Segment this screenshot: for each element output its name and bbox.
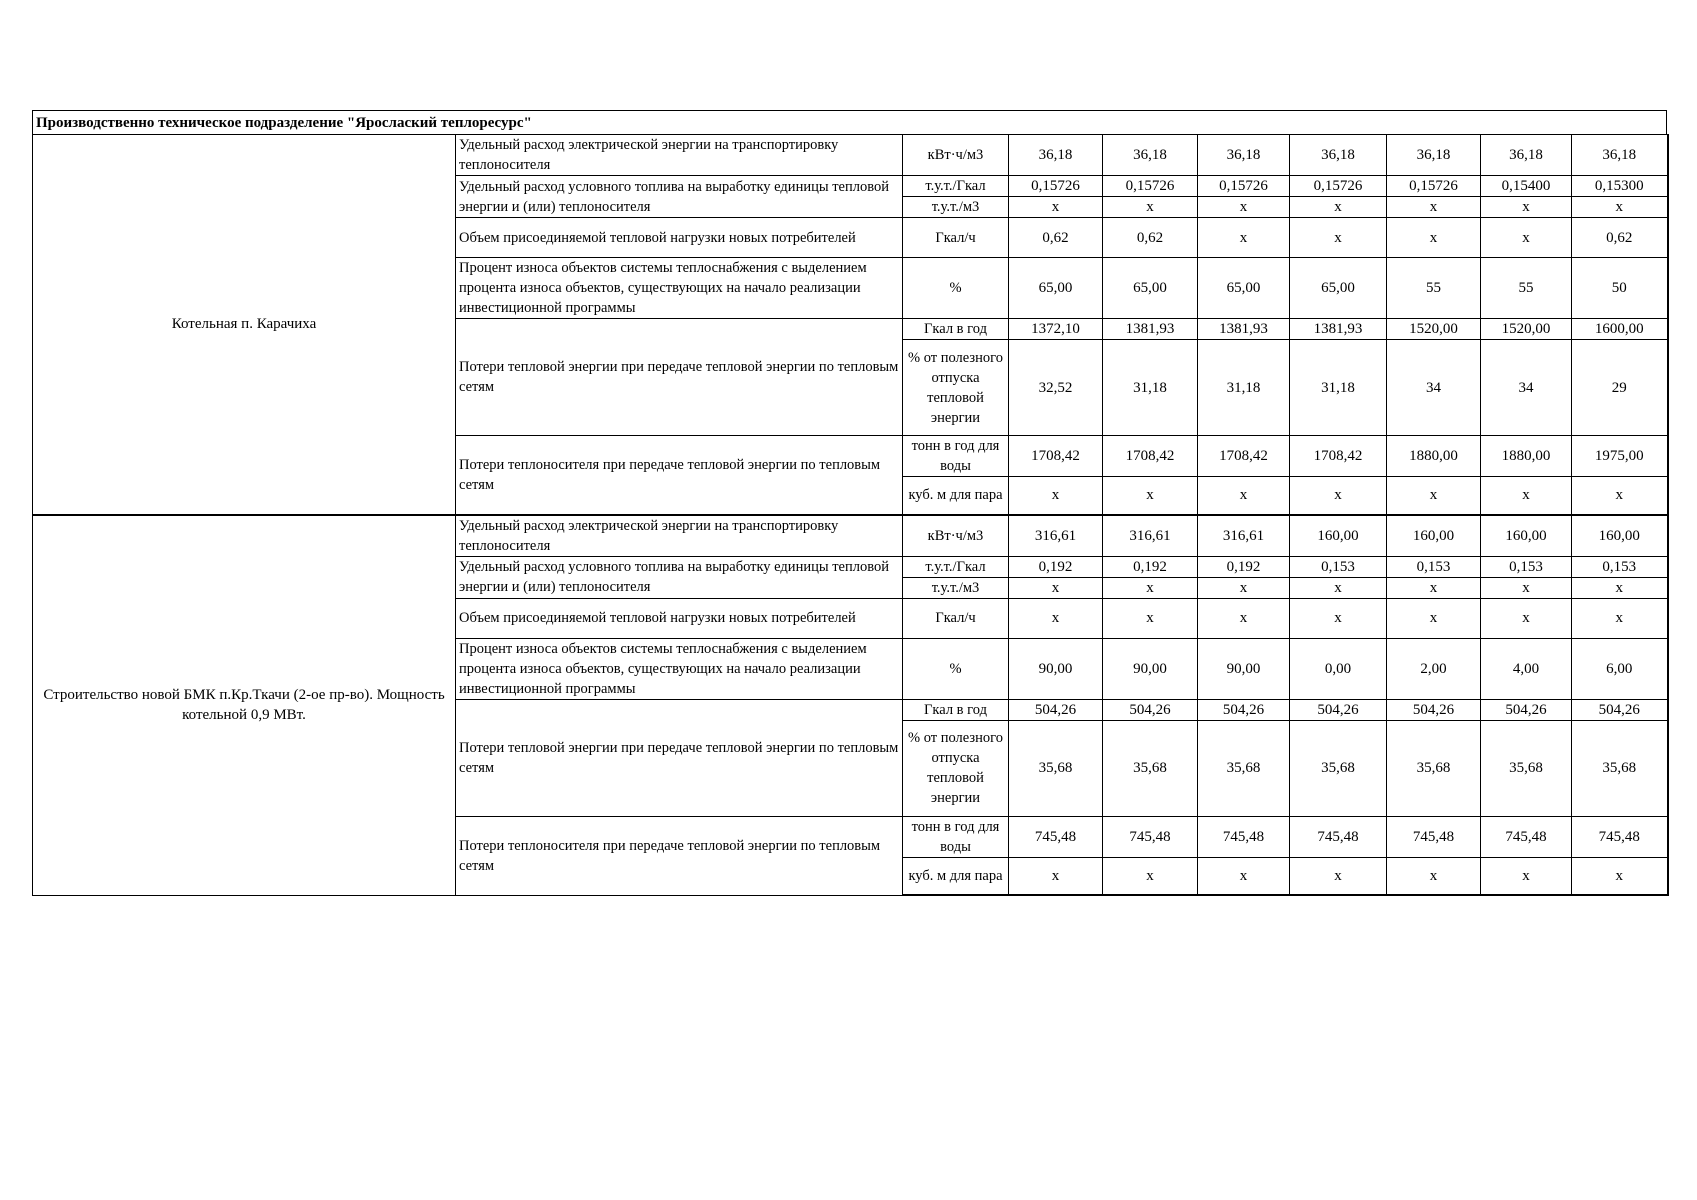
value-cell: x bbox=[1198, 577, 1290, 598]
value-cell: x bbox=[1481, 598, 1572, 638]
value-cell: 745,48 bbox=[1481, 816, 1572, 857]
value-cell: 6,00 bbox=[1572, 638, 1668, 699]
unit-cell: Гкал в год bbox=[903, 699, 1009, 720]
org-title: Производственно техническое подразделение "Ярослаский теплоресурс" bbox=[32, 110, 1667, 134]
object-name-cell: Котельная п. Карачиха bbox=[33, 135, 456, 515]
value-cell: x bbox=[1103, 577, 1198, 598]
value-cell: x bbox=[1572, 598, 1668, 638]
value-cell: 2,00 bbox=[1387, 638, 1481, 699]
value-cell: x bbox=[1290, 598, 1387, 638]
value-cell: 0,192 bbox=[1198, 556, 1290, 577]
value-cell: 160,00 bbox=[1572, 515, 1668, 557]
unit-cell: % bbox=[903, 638, 1009, 699]
value-cell: 316,61 bbox=[1009, 515, 1103, 557]
value-cell: x bbox=[1481, 857, 1572, 895]
value-cell: x bbox=[1387, 577, 1481, 598]
value-cell: 35,68 bbox=[1572, 720, 1668, 816]
value-cell: x bbox=[1481, 577, 1572, 598]
value-cell: x bbox=[1290, 197, 1387, 218]
value-cell: 1381,93 bbox=[1103, 319, 1198, 340]
value-cell: x bbox=[1290, 218, 1387, 258]
value-cell: 1708,42 bbox=[1103, 436, 1198, 477]
value-cell: x bbox=[1198, 477, 1290, 515]
value-cell: 745,48 bbox=[1572, 816, 1668, 857]
value-cell: x bbox=[1103, 598, 1198, 638]
value-cell: 504,26 bbox=[1290, 699, 1387, 720]
indicator-cell: Процент износа объектов системы теплоснабжения с выделением процента износа объектов, существующих на начало реализации инвестиционной программы bbox=[456, 638, 903, 699]
value-cell: 504,26 bbox=[1009, 699, 1103, 720]
value-cell: 90,00 bbox=[1009, 638, 1103, 699]
unit-cell: т.у.т./м3 bbox=[903, 197, 1009, 218]
value-cell: 745,48 bbox=[1290, 816, 1387, 857]
value-cell: 1381,93 bbox=[1290, 319, 1387, 340]
value-cell: 35,68 bbox=[1290, 720, 1387, 816]
value-cell: 34 bbox=[1387, 340, 1481, 436]
value-cell: 65,00 bbox=[1198, 258, 1290, 319]
value-cell: 36,18 bbox=[1290, 135, 1387, 176]
indicator-cell: Потери теплоносителя при передаче тепловой энергии по тепловым сетям bbox=[456, 436, 903, 515]
value-cell: 0,192 bbox=[1009, 556, 1103, 577]
value-cell: 160,00 bbox=[1387, 515, 1481, 557]
indicator-cell: Удельный расход условного топлива на выработку единицы тепловой энергии и (или) теплоносителя bbox=[456, 176, 903, 218]
value-cell: 504,26 bbox=[1103, 699, 1198, 720]
value-cell: 1708,42 bbox=[1290, 436, 1387, 477]
value-cell: x bbox=[1009, 577, 1103, 598]
unit-cell: Гкал в год bbox=[903, 319, 1009, 340]
value-cell: 745,48 bbox=[1198, 816, 1290, 857]
indicator-cell: Объем присоединяемой тепловой нагрузки новых потребителей bbox=[456, 218, 903, 258]
value-cell: 0,62 bbox=[1103, 218, 1198, 258]
object-name-cell: Строительство новой БМК п.Кр.Ткачи (2-ое пр-во). Мощность котельной 0,9 МВт. bbox=[33, 515, 456, 896]
value-cell: 0,00 bbox=[1290, 638, 1387, 699]
value-cell: x bbox=[1290, 577, 1387, 598]
value-cell: 1381,93 bbox=[1198, 319, 1290, 340]
value-cell: 31,18 bbox=[1103, 340, 1198, 436]
indicator-cell: Объем присоединяемой тепловой нагрузки новых потребителей bbox=[456, 598, 903, 638]
unit-cell: тонн в год для воды bbox=[903, 436, 1009, 477]
value-cell: 35,68 bbox=[1103, 720, 1198, 816]
value-cell: 0,15726 bbox=[1290, 176, 1387, 197]
value-cell: 0,153 bbox=[1290, 556, 1387, 577]
value-cell: 34 bbox=[1481, 340, 1572, 436]
value-cell: 55 bbox=[1387, 258, 1481, 319]
indicator-cell: Потери тепловой энергии при передаче тепловой энергии по тепловым сетям bbox=[456, 699, 903, 816]
value-cell: x bbox=[1290, 857, 1387, 895]
value-cell: 65,00 bbox=[1290, 258, 1387, 319]
value-cell: 36,18 bbox=[1103, 135, 1198, 176]
value-cell: 0,15400 bbox=[1481, 176, 1572, 197]
unit-cell: тонн в год для воды bbox=[903, 816, 1009, 857]
value-cell: 50 bbox=[1572, 258, 1668, 319]
value-cell: 504,26 bbox=[1387, 699, 1481, 720]
value-cell: x bbox=[1103, 477, 1198, 515]
unit-cell: куб. м для пара bbox=[903, 857, 1009, 895]
value-cell: 160,00 bbox=[1481, 515, 1572, 557]
unit-cell: куб. м для пара bbox=[903, 477, 1009, 515]
value-cell: x bbox=[1009, 598, 1103, 638]
value-cell: 745,48 bbox=[1387, 816, 1481, 857]
value-cell: 504,26 bbox=[1198, 699, 1290, 720]
value-cell: 1975,00 bbox=[1572, 436, 1668, 477]
indicator-cell: Потери тепловой энергии при передаче тепловой энергии по тепловым сетям bbox=[456, 319, 903, 436]
value-cell: 160,00 bbox=[1290, 515, 1387, 557]
value-cell: x bbox=[1387, 477, 1481, 515]
value-cell: 504,26 bbox=[1572, 699, 1668, 720]
value-cell: 35,68 bbox=[1387, 720, 1481, 816]
value-cell: 0,15300 bbox=[1572, 176, 1668, 197]
value-cell: 1372,10 bbox=[1009, 319, 1103, 340]
value-cell: x bbox=[1009, 477, 1103, 515]
value-cell: 745,48 bbox=[1103, 816, 1198, 857]
value-cell: 0,15726 bbox=[1009, 176, 1103, 197]
indicator-table bbox=[32, 134, 1669, 896]
value-cell: x bbox=[1387, 218, 1481, 258]
value-cell: 1880,00 bbox=[1387, 436, 1481, 477]
value-cell: x bbox=[1198, 598, 1290, 638]
value-cell: 0,153 bbox=[1481, 556, 1572, 577]
table-row bbox=[33, 515, 1668, 557]
value-cell: 0,153 bbox=[1572, 556, 1668, 577]
value-cell: x bbox=[1572, 477, 1668, 515]
value-cell: x bbox=[1481, 477, 1572, 515]
value-cell: x bbox=[1009, 857, 1103, 895]
value-cell: 36,18 bbox=[1198, 135, 1290, 176]
value-cell: 1600,00 bbox=[1572, 319, 1668, 340]
unit-cell: % от полезного отпуска тепловой энергии bbox=[903, 340, 1009, 436]
value-cell: 65,00 bbox=[1009, 258, 1103, 319]
value-cell: 4,00 bbox=[1481, 638, 1572, 699]
value-cell: x bbox=[1198, 218, 1290, 258]
unit-cell: т.у.т./Гкал bbox=[903, 176, 1009, 197]
unit-cell: кВт·ч/м3 bbox=[903, 135, 1009, 176]
value-cell: x bbox=[1198, 857, 1290, 895]
value-cell: 90,00 bbox=[1103, 638, 1198, 699]
value-cell: 0,62 bbox=[1572, 218, 1668, 258]
unit-cell: т.у.т./Гкал bbox=[903, 556, 1009, 577]
value-cell: 0,15726 bbox=[1103, 176, 1198, 197]
value-cell: 0,15726 bbox=[1198, 176, 1290, 197]
unit-cell: % от полезного отпуска тепловой энергии bbox=[903, 720, 1009, 816]
value-cell: 35,68 bbox=[1481, 720, 1572, 816]
value-cell: 0,15726 bbox=[1387, 176, 1481, 197]
value-cell: 36,18 bbox=[1572, 135, 1668, 176]
value-cell: 35,68 bbox=[1009, 720, 1103, 816]
indicator-cell: Потери теплоносителя при передаче тепловой энергии по тепловым сетям bbox=[456, 816, 903, 895]
value-cell: x bbox=[1387, 598, 1481, 638]
value-cell: 1520,00 bbox=[1481, 319, 1572, 340]
value-cell: 1520,00 bbox=[1387, 319, 1481, 340]
value-cell: 1880,00 bbox=[1481, 436, 1572, 477]
value-cell: 1708,42 bbox=[1198, 436, 1290, 477]
value-cell: 90,00 bbox=[1198, 638, 1290, 699]
value-cell: x bbox=[1290, 477, 1387, 515]
value-cell: 31,18 bbox=[1290, 340, 1387, 436]
value-cell: 316,61 bbox=[1198, 515, 1290, 557]
value-cell: 31,18 bbox=[1198, 340, 1290, 436]
value-cell: x bbox=[1198, 197, 1290, 218]
value-cell: 0,192 bbox=[1103, 556, 1198, 577]
value-cell: 0,153 bbox=[1387, 556, 1481, 577]
value-cell: 745,48 bbox=[1009, 816, 1103, 857]
value-cell: 55 bbox=[1481, 258, 1572, 319]
document-sheet bbox=[32, 110, 1667, 896]
value-cell: x bbox=[1387, 857, 1481, 895]
value-cell: 65,00 bbox=[1103, 258, 1198, 319]
value-cell: x bbox=[1387, 197, 1481, 218]
value-cell: 36,18 bbox=[1481, 135, 1572, 176]
value-cell: 36,18 bbox=[1387, 135, 1481, 176]
indicator-cell: Процент износа объектов системы теплоснабжения с выделением процента износа объектов, существующих на начало реализации инвестиционной программы bbox=[456, 258, 903, 319]
value-cell: 35,68 bbox=[1198, 720, 1290, 816]
value-cell: 1708,42 bbox=[1009, 436, 1103, 477]
value-cell: 504,26 bbox=[1481, 699, 1572, 720]
value-cell: x bbox=[1481, 218, 1572, 258]
unit-cell: кВт·ч/м3 bbox=[903, 515, 1009, 557]
unit-cell: Гкал/ч bbox=[903, 598, 1009, 638]
value-cell: x bbox=[1481, 197, 1572, 218]
unit-cell: т.у.т./м3 bbox=[903, 577, 1009, 598]
value-cell: 29 bbox=[1572, 340, 1668, 436]
indicator-cell: Удельный расход электрической энергии на транспортировку теплоносителя bbox=[456, 515, 903, 557]
indicator-cell: Удельный расход электрической энергии на транспортировку теплоносителя bbox=[456, 135, 903, 176]
table-body bbox=[33, 135, 1668, 896]
unit-cell: Гкал/ч bbox=[903, 218, 1009, 258]
value-cell: 36,18 bbox=[1009, 135, 1103, 176]
indicator-cell: Удельный расход условного топлива на выработку единицы тепловой энергии и (или) теплоносителя bbox=[456, 556, 903, 598]
value-cell: x bbox=[1572, 577, 1668, 598]
value-cell: 316,61 bbox=[1103, 515, 1198, 557]
value-cell: x bbox=[1009, 197, 1103, 218]
value-cell: 32,52 bbox=[1009, 340, 1103, 436]
value-cell: x bbox=[1572, 857, 1668, 895]
value-cell: x bbox=[1103, 857, 1198, 895]
table-row bbox=[33, 135, 1668, 176]
value-cell: 0,62 bbox=[1009, 218, 1103, 258]
unit-cell: % bbox=[903, 258, 1009, 319]
value-cell: x bbox=[1103, 197, 1198, 218]
value-cell: x bbox=[1572, 197, 1668, 218]
